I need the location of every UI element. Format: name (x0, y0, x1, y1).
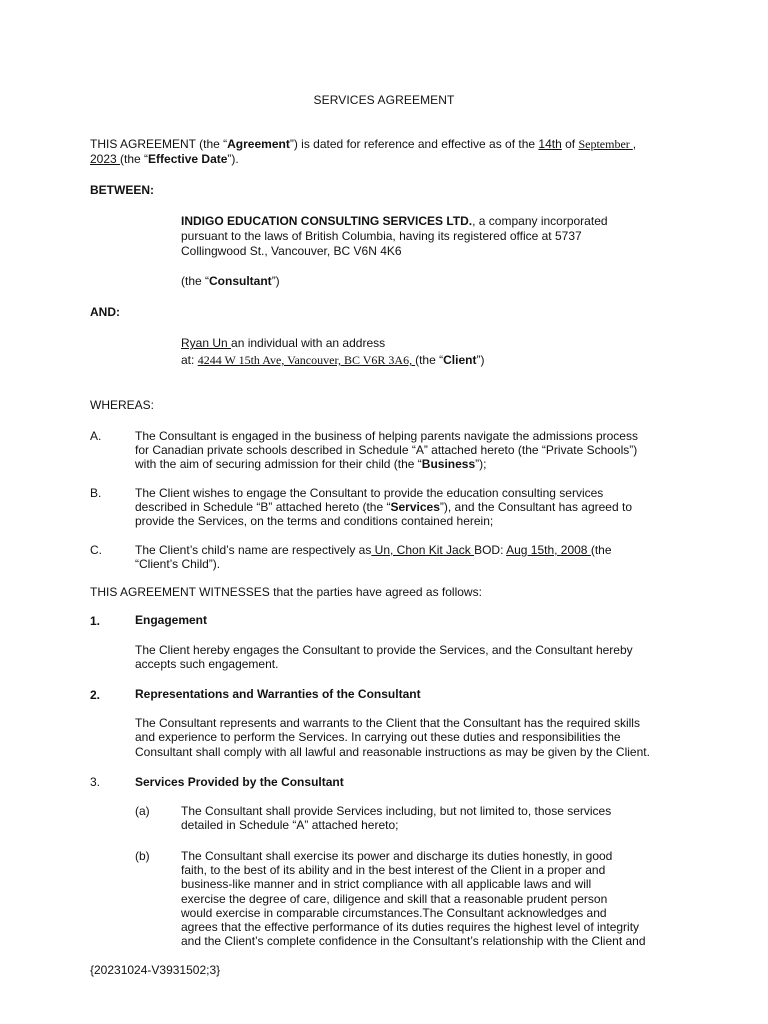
recital-text: described in Schedule “B” attached hereto (the “ (135, 500, 391, 514)
business-term: Business (421, 457, 476, 471)
section-3b-line-4: exercise the degree of care, diligence and skill that a reasonable prudent person (181, 892, 608, 906)
document-title: SERVICES AGREEMENT (313, 93, 455, 107)
recital-text: The Client’s child’s name are respectively as (135, 543, 372, 557)
section-3a-label: (a) (135, 804, 150, 818)
section-2-number: 2. (90, 688, 101, 702)
section-1-heading: Engagement (135, 613, 208, 627)
recital-a-line-1: The Consultant is engaged in the business of helping parents navigate the admissions process (135, 429, 638, 443)
agreement-term: Agreement (227, 137, 290, 151)
recital-b-line-3: provide the Services, on the terms and conditions contained herein; (135, 514, 494, 528)
consultant-name: INDIGO EDUCATION CONSULTING SERVICES LTD. (181, 214, 473, 228)
child-birth-date: Aug 15th, 2008 (506, 543, 591, 557)
section-3-number: 3. (90, 775, 101, 789)
child-name: Un, Chon Kit Jack (371, 543, 475, 557)
whereas-heading: WHEREAS: (90, 398, 155, 412)
section-3-heading: Services Provided by the Consultant (135, 775, 344, 789)
client-line-2 (181, 353, 484, 368)
consultant-line-1 (181, 214, 608, 229)
client-line-1 (181, 336, 385, 351)
consultant-text: , a company incorporated (472, 214, 608, 228)
intro-line-2 (90, 152, 239, 167)
recital-b-label: B. (90, 486, 102, 500)
intro-text: (the “ (120, 152, 149, 166)
document-footer-id: {20231024-V3931502;3} (90, 963, 221, 977)
intro-text: ”) is dated for reference and effective as of the (289, 137, 539, 151)
recital-text: BOD: (474, 543, 507, 557)
recital-text: (the (590, 543, 612, 557)
section-3a-line-1: The Consultant shall provide Services including, but not limited to, those services (181, 804, 612, 818)
effective-day: 14th (538, 137, 562, 151)
definition-text: (the “ (181, 274, 210, 288)
client-text: at: (181, 353, 198, 367)
client-address: 4244 W 15th Ave, Vancouver, BC V6R 3A6, (197, 353, 416, 367)
client-term: Client (443, 353, 477, 367)
recital-c-line-1 (135, 543, 678, 558)
recital-a-line-2: for Canadian private schools described in Schedule “A” attached hereto (the “Private Schools”) (135, 443, 638, 457)
section-2-line-1: The Consultant represents and warrants to the Client that the Consultant has the required skills (135, 716, 640, 730)
effective-month: September (578, 137, 633, 151)
client-text: an individual with an address (231, 336, 386, 350)
section-2-heading: Representations and Warranties of the Consultant (135, 687, 421, 701)
recital-b-line-2 (135, 500, 678, 515)
recital-a-line-3 (135, 457, 678, 472)
services-term: Services (390, 500, 440, 514)
section-3b-label: (b) (135, 849, 150, 863)
section-3b-line-1: The Consultant shall exercise its power and discharge its duties honestly, in good (181, 849, 613, 863)
intro-text: , (632, 137, 637, 151)
intro-text: ”). (227, 152, 239, 166)
consultant-line-3: Collingwood St., Vancouver, BC V6N 4K6 (181, 244, 402, 258)
intro-text: THIS AGREEMENT (the “ (90, 137, 228, 151)
and-heading: AND: (90, 305, 120, 319)
effective-year: 2023 (90, 152, 121, 166)
consultant-definition (181, 274, 280, 289)
section-2-line-2: and experience to perform the Services. In carrying out these duties and responsibilities the (135, 730, 621, 744)
recital-text: ”), and the Consultant has agreed to (439, 500, 632, 514)
client-name: Ryan Un (181, 336, 232, 350)
intro-line-1 (90, 137, 690, 152)
section-3b-line-3: business-like manner and in strict compliance with all applicable laws and will (181, 877, 592, 891)
section-1-number: 1. (90, 614, 101, 628)
recital-a-label: A. (90, 429, 102, 443)
recital-text: ”); (475, 457, 487, 471)
definition-text: ”) (476, 353, 485, 367)
consultant-line-2: pursuant to the laws of British Columbia, having its registered office at 5737 (181, 229, 582, 243)
effective-date-term: Effective Date (148, 152, 228, 166)
recital-c-label: C. (90, 543, 102, 557)
section-3b-line-7: and the Client’s complete confidence in the Consultant’s relationship with the Client and (181, 934, 646, 948)
intro-text: of (561, 137, 579, 151)
section-1-line-1: The Client hereby engages the Consultant to provide the Services, and the Consultant hereby (135, 643, 633, 657)
section-1-line-2: accepts such engagement. (135, 657, 279, 671)
section-3b-line-6: agrees that the effective performance of its duties requires the highest level of integrity (181, 920, 640, 934)
recital-c-line-2: “Client’s Child”). (135, 557, 221, 571)
recital-b-line-1: The Client wishes to engage the Consultant to provide the education consulting services (135, 486, 604, 500)
definition-text: (the “ (415, 353, 444, 367)
section-3a-line-2: detailed in Schedule “A” attached hereto; (181, 818, 399, 832)
witnesses-line: THIS AGREEMENT WITNESSES that the parties have agreed as follows: (90, 585, 482, 599)
section-2-line-3: Consultant shall comply with all lawful and reasonable instructions as may be given by the Client. (135, 745, 650, 759)
definition-text: ”) (271, 274, 280, 288)
section-3b-line-5: would exercise in comparable circumstances.The Consultant acknowledges and (181, 906, 607, 920)
section-3b-line-2: faith, to the best of its ability and in the best interest of the Client in a proper and (181, 863, 606, 877)
recital-text: with the aim of securing admission for their child (the “ (135, 457, 422, 471)
consultant-term: Consultant (209, 274, 272, 288)
between-heading: BETWEEN: (90, 183, 154, 197)
